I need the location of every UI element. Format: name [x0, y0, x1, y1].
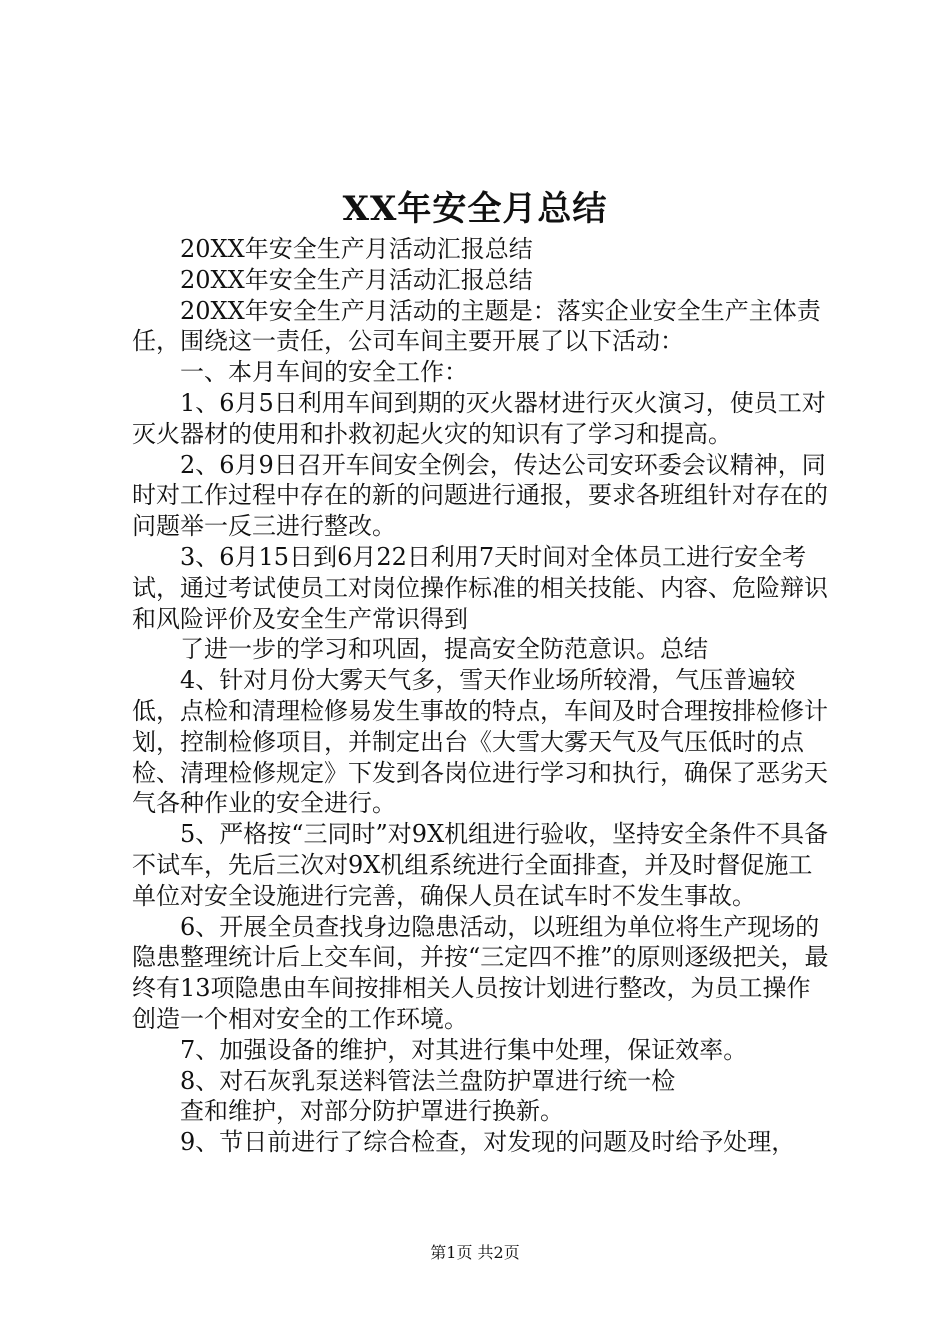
paragraph: 了进一步的学习和巩固，提高安全防范意识。总结 [180, 635, 708, 664]
paragraph: 20XX年安全生产月活动汇报总结 [180, 265, 533, 294]
paragraph: 3、6月15日到6月22日利用7天时间对全体员工进行安全考试，通过考试使员工对岗位操作标准的相关技能、内容、危险辩识和风险评价及安全生产常识得到 [132, 542, 828, 633]
paragraph: 一、本月车间的安全工作： [180, 358, 468, 387]
paragraph: 6、开展全员查找身边隐患活动，以班组为单位将生产现场的隐患整理统计后上交车间，并按“三定四不推”的原则逐级把关，最终有13项隐患由车间按排相关人员按计划进行整改，为员工操作创造一个相对安全的工作环境。 [132, 912, 829, 1033]
paragraph: 4、针对月份大雾天气多，雪天作业场所较滑，气压普遍较低，点检和清理检修易发生事故的特点，车间及时合理按排检修计划，控制检修项目，并制定出台《大雪大雾天气及气压低时的点检、清理检修规定》下发到各岗位进行学习和执行，确保了恶劣天气各种作业的安全进行。 [132, 666, 828, 818]
document-title: XX年安全月总结 [342, 189, 608, 229]
paragraph: 2、6月9日召开车间安全例会，传达公司安环委会议精神，同时对工作过程中存在的新的问题进行通报，要求各班组针对存在的问题举一反三进行整改。 [132, 450, 828, 541]
paragraph: 20XX年安全生产月活动的主题是：落实企业安全生产主体责任，围绕这一责任，公司车间主要开展了以下活动： [132, 296, 821, 356]
paragraph: 5、严格按“三同时”对9X机组进行验收，坚持安全条件不具备不试车，先后三次对9X机组系统进行全面排查，并及时督促施工单位对安全设施进行完善，确保人员在试车时不发生事故。 [132, 820, 829, 910]
paragraph: 1、6月5日利用车间到期的灭火器材进行灭火演习，使员工对灭火器材的使用和扑救初起火灾的知识有了学习和提高。 [132, 388, 826, 448]
paragraph: 7、加强设备的维护，对其进行集中处理，保证效率。 [180, 1035, 748, 1064]
paragraph: 查和维护，对部分防护罩进行换新。 [180, 1097, 564, 1126]
paragraph: 8、对石灰乳泵送料管法兰盘防护罩进行统一检 [180, 1066, 676, 1095]
document-body [132, 234, 832, 1158]
page-footer: 第1页 共2页 [430, 1243, 520, 1262]
paragraph: 20XX年安全生产月活动汇报总结 [180, 235, 533, 263]
paragraph: 9、节日前进行了综合检查，对发现的问题及时给予处理， [180, 1128, 796, 1157]
